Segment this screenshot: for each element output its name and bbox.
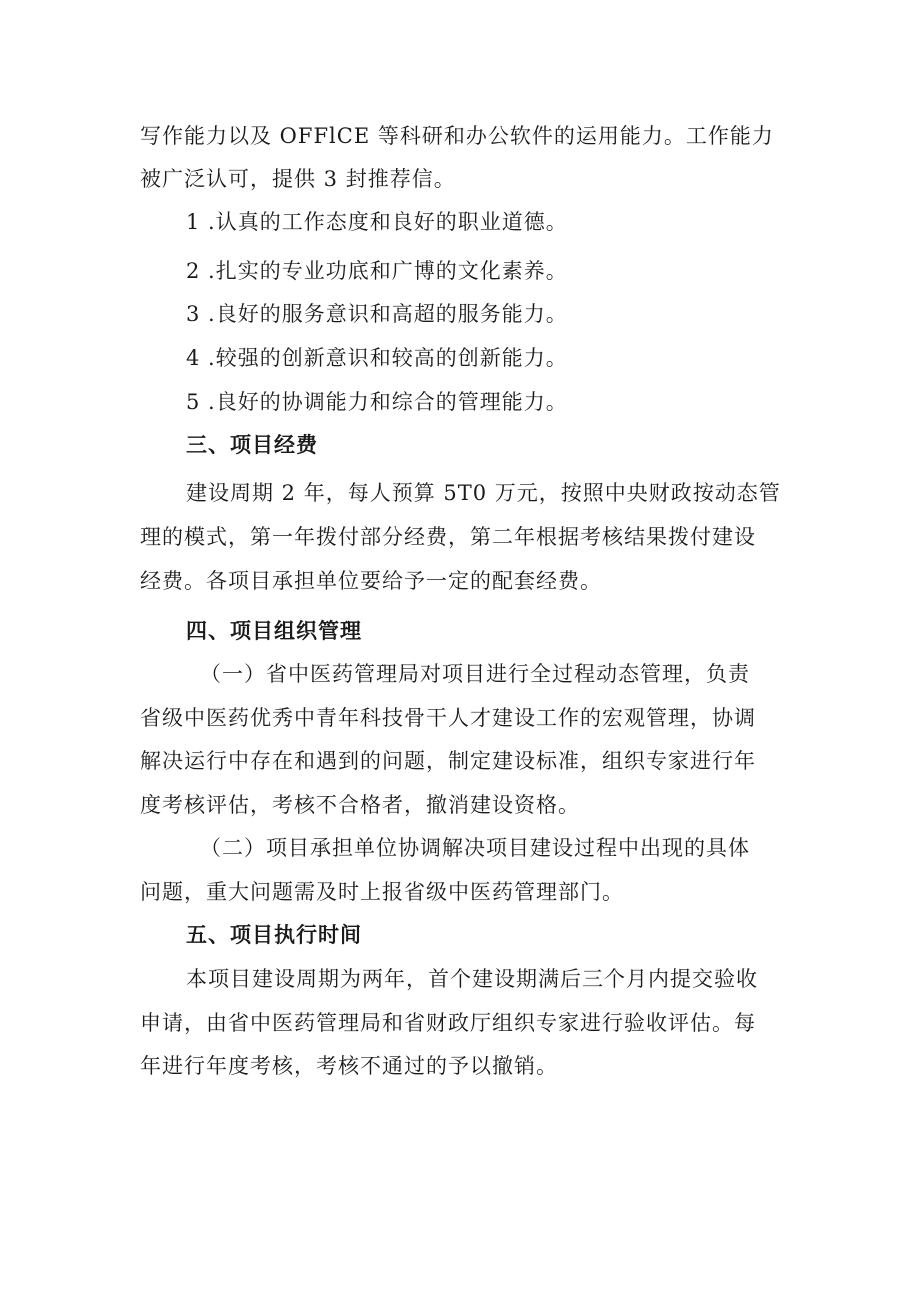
paragraph-line: 问题，重大问题需及时上报省级中医药管理部门。: [140, 880, 624, 904]
list-item-2: 2 .扎实的专业功底和广博的文化素养。: [186, 259, 568, 283]
intro-line-1: 写作能力以及 OFFlCE 等科研和办公软件的运用能力。工作能力: [140, 124, 774, 148]
section-heading-funding: 三、项目经费: [186, 433, 318, 457]
paragraph-line: 度考核评估，考核不合格者，撤消建设资格。: [140, 793, 580, 817]
paragraph-line: 建设周期 2 年，每人预算 5T0 万元，按照中央财政按动态管: [186, 481, 781, 505]
list-item-5: 5 .良好的协调能力和综合的管理能力。: [186, 390, 568, 414]
section-heading-organization: 四、项目组织管理: [186, 619, 362, 643]
paragraph-line: （二）项目承担单位协调解决项目建设过程中出现的具体: [200, 836, 750, 860]
section-heading-schedule: 五、项目执行时间: [186, 923, 362, 947]
paragraph-line: 经费。各项目承担单位要给予一定的配套经费。: [140, 569, 602, 593]
list-item-3: 3 .良好的服务意识和高超的服务能力。: [186, 302, 568, 326]
intro-line-2: 被广泛认可，提供 3 封推荐信。: [140, 167, 456, 191]
paragraph-line: 省级中医药优秀中青年科技骨干人才建设工作的宏观管理，协调: [140, 706, 756, 730]
paragraph-line: 年进行年度考核，考核不通过的予以撤销。: [140, 1054, 558, 1078]
paragraph-line: 本项目建设周期为两年，首个建设期满后三个月内提交验收: [186, 967, 758, 991]
paragraph-line: 理的模式，第一年拨付部分经费，第二年根据考核结果拨付建设: [140, 525, 756, 549]
list-item-1: 1 .认真的工作态度和良好的职业道德。: [186, 210, 568, 234]
paragraph-line: 解决运行中存在和遇到的问题，制定建设标准，组织专家进行年: [140, 749, 756, 773]
paragraph-line: （一）省中医药管理局对项目进行全过程动态管理，负责: [200, 662, 750, 686]
list-item-4: 4 .较强的创新意识和较高的创新能力。: [186, 346, 568, 370]
paragraph-line: 申请，由省中医药管理局和省财政厅组织专家进行验收评估。每: [140, 1011, 756, 1035]
